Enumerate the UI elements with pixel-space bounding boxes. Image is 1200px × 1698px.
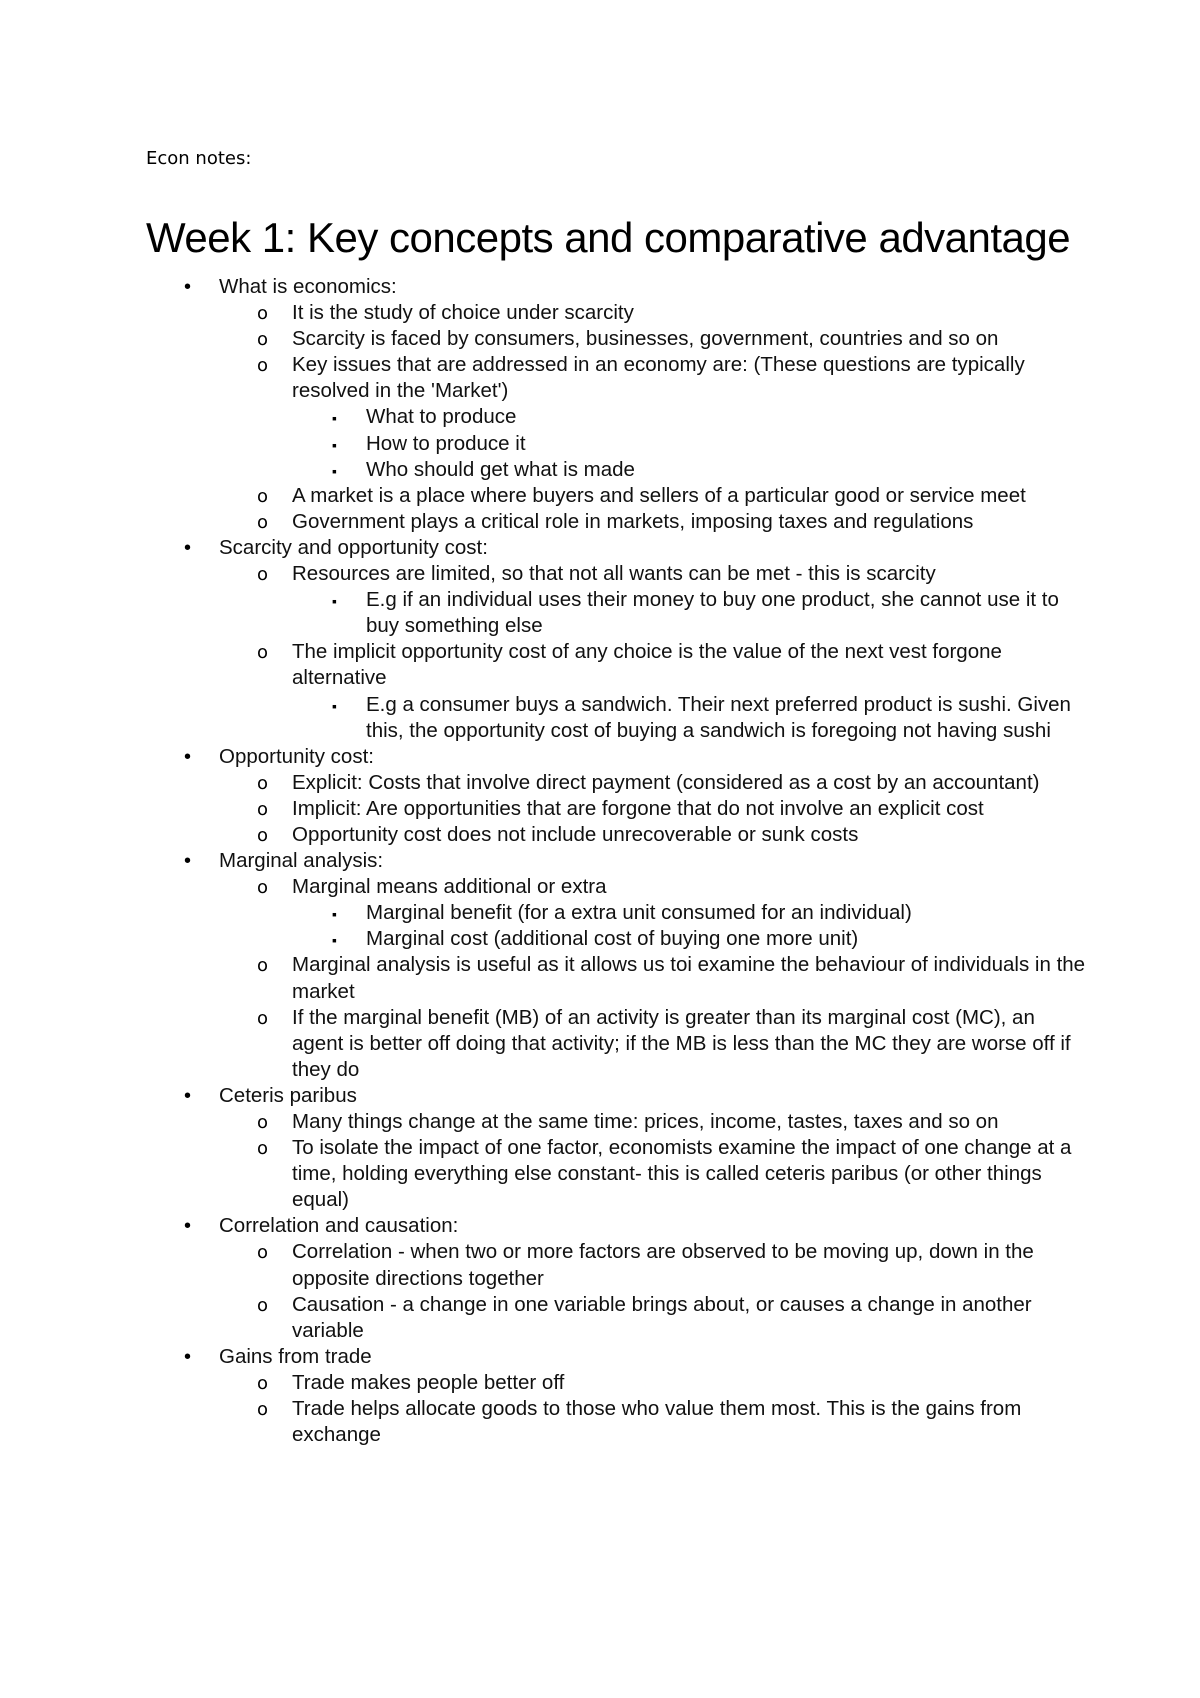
list-item-text: Resources are limited, so that not all wants can be met - this is scarcity	[292, 562, 936, 586]
sub-list-item	[146, 431, 1086, 457]
list-item	[146, 561, 1086, 587]
list-item-text: Scarcity is faced by consumers, businesses, government, countries and so on	[292, 327, 999, 351]
section-heading	[146, 744, 1086, 770]
bullet-marker: ▪	[332, 932, 337, 949]
sub-list-item-text: Marginal cost (additional cost of buying one more unit)	[366, 927, 859, 951]
bullet-marker: o	[257, 1294, 269, 1316]
list-item-text: Explicit: Costs that involve direct payment (considered as a cost by an accountant)	[292, 770, 1040, 794]
list-item	[146, 352, 1086, 404]
bullet-marker: •	[184, 745, 192, 768]
bullet-marker: o	[257, 1372, 269, 1394]
list-item	[146, 639, 1086, 691]
list-item-text: Many things change at the same time: prices, income, tastes, taxes and so on	[292, 1110, 999, 1133]
section-heading	[146, 535, 1086, 561]
sub-list-item	[146, 900, 1086, 926]
list-item-text: To isolate the impact of one factor, economists examine the impact of one change at a time, holding everything else constant- this is called ceteris paribus (or other things equal)	[292, 1136, 1072, 1212]
bullet-marker: •	[184, 1084, 192, 1107]
section-heading	[146, 274, 1086, 300]
list-item-text: Trade makes people better off	[292, 1370, 565, 1394]
sub-list-item	[146, 926, 1086, 952]
list-item	[146, 822, 1086, 848]
list-item-text: Implicit: Are opportunities that are forgone that do not involve an explicit cost	[292, 796, 984, 820]
list-item	[146, 770, 1086, 796]
bullet-marker: ▪	[332, 697, 337, 714]
bullet-marker: o	[257, 1007, 269, 1029]
document-label: Econ notes:	[146, 148, 252, 169]
list-item-text: It is the study of choice under scarcity	[292, 301, 634, 325]
bullet-marker: o	[257, 642, 269, 664]
list-item	[146, 1109, 1086, 1135]
sub-list-item-text: What to produce	[366, 405, 517, 429]
bullet-marker: o	[257, 329, 269, 351]
section-heading-text: Scarcity and opportunity cost:	[219, 535, 488, 559]
section-heading-text: What is economics:	[219, 275, 397, 298]
list-item	[146, 1396, 1086, 1448]
bullet-marker: •	[184, 850, 192, 873]
bullet-marker: ▪	[332, 593, 337, 610]
notes-outline	[146, 274, 1086, 1448]
sub-list-item	[146, 457, 1086, 483]
sub-list-item-text: Who should get what is made	[366, 457, 635, 481]
bullet-marker: o	[257, 798, 269, 820]
bullet-marker: o	[257, 824, 269, 846]
bullet-marker: ▪	[332, 462, 337, 479]
bullet-marker: •	[184, 1345, 192, 1368]
list-item	[146, 1135, 1086, 1213]
section-heading-text: Ceteris paribus	[219, 1083, 357, 1107]
bullet-marker: o	[257, 1399, 269, 1421]
list-item	[146, 300, 1086, 326]
bullet-marker: •	[184, 536, 192, 559]
bullet-marker: ▪	[332, 436, 337, 453]
list-item-text: Correlation - when two or more factors are observed to be moving up, down in the opposite directions together	[292, 1240, 1034, 1290]
list-item	[146, 326, 1086, 352]
section-heading	[146, 1213, 1086, 1239]
section-heading-text: Correlation and causation:	[219, 1214, 459, 1238]
bullet-marker: ▪	[332, 410, 337, 427]
bullet-marker: •	[184, 1215, 192, 1238]
bullet-marker: •	[184, 276, 192, 298]
sub-list-item	[146, 587, 1086, 639]
list-item-text: Trade helps allocate goods to those who value them most. This is the gains from exchange	[292, 1397, 1022, 1447]
list-item-text: Marginal means additional or extra	[292, 875, 607, 899]
section-heading	[146, 1083, 1086, 1109]
list-item	[146, 874, 1086, 900]
bullet-marker: o	[257, 1138, 269, 1160]
bullet-marker: o	[257, 1112, 269, 1133]
list-item-text: The implicit opportunity cost of any choice is the value of the next vest forgone alternative	[292, 640, 1002, 690]
list-item-text: Marginal analysis is useful as it allows us toi examine the behaviour of individuals in the market	[292, 953, 1086, 1003]
bullet-marker: o	[257, 955, 269, 977]
section-heading-text: Opportunity cost:	[219, 744, 374, 768]
sub-list-item-text: E.g a consumer buys a sandwich. Their next preferred product is sushi. Given this, the opportunity cost of buying a sandwich is foregoing not having sushi	[366, 692, 1071, 742]
list-item	[146, 483, 1086, 509]
list-item	[146, 1292, 1086, 1344]
bullet-marker: o	[257, 877, 269, 899]
bullet-marker: o	[257, 564, 269, 586]
list-item-text: Opportunity cost does not include unrecoverable or sunk costs	[292, 822, 859, 846]
bullet-marker: o	[257, 772, 269, 794]
section-heading-text: Gains from trade	[219, 1344, 372, 1368]
bullet-marker: ▪	[332, 906, 337, 923]
list-item	[146, 796, 1086, 822]
list-item-text: Key issues that are addressed in an economy are: (These questions are typically resolved in the 'Market')	[292, 353, 1025, 403]
list-item-text: Government plays a critical role in markets, imposing taxes and regulations	[292, 509, 974, 533]
list-item-text: If the marginal benefit (MB) of an activity is greater than its marginal cost (MC), an agent is better off doing that activity; if the MB is less than the MC they are worse off if they do	[292, 1005, 1071, 1081]
sub-list-item-text: E.g if an individual uses their money to buy one product, she cannot use it to buy something else	[366, 588, 1059, 638]
list-item	[146, 1005, 1086, 1083]
list-item	[146, 952, 1086, 1004]
list-item	[146, 1370, 1086, 1396]
sub-list-item	[146, 692, 1086, 744]
bullet-marker: o	[257, 485, 269, 507]
list-item	[146, 1239, 1086, 1291]
list-item	[146, 509, 1086, 535]
sub-list-item-text: How to produce it	[366, 431, 526, 455]
page-title: Week 1: Key concepts and comparative advantage	[146, 214, 1071, 261]
bullet-marker: o	[257, 355, 269, 377]
bullet-marker: o	[257, 303, 269, 325]
section-heading-text: Marginal analysis:	[219, 849, 384, 873]
sub-list-item	[146, 404, 1086, 430]
list-item-text: Causation - a change in one variable brings about, or causes a change in another variable	[292, 1292, 1032, 1342]
sub-list-item-text: Marginal benefit (for a extra unit consumed for an individual)	[366, 901, 912, 925]
list-item-text: A market is a place where buyers and sellers of a particular good or service meet	[292, 483, 1026, 507]
bullet-marker: o	[257, 1242, 269, 1264]
bullet-marker: o	[257, 511, 269, 533]
section-heading	[146, 848, 1086, 874]
section-heading	[146, 1344, 1086, 1370]
